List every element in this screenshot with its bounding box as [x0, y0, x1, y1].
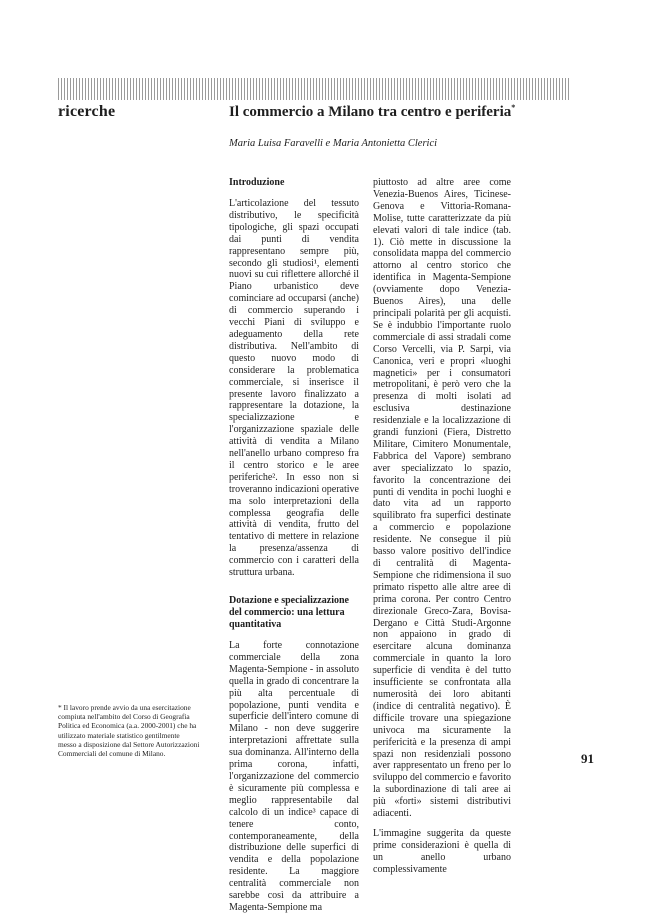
section-label: ricerche — [58, 103, 116, 120]
right-column-paragraph-2: L'immagine suggerita da queste prime considerazioni è quella di un anello urbano complessivamente — [373, 827, 511, 875]
heading-dotazione: Dotazione e specializzazione del commercio: una lettura quantitativa — [229, 595, 349, 630]
text-column-left — [229, 177, 359, 914]
article-authors: Maria Luisa Faravelli e Maria Antonietta Clerici — [229, 138, 438, 149]
right-column-paragraph-1: piuttosto ad altre aree come Venezia-Buenos Aires, Ticinese-Genova e Vittoria-Romana-Molise, tutte caratterizzate da più elevati valori di tale indice (tab. 1). Ciò mette in discussione la consolidata mappa del commercio attorno al centro storico che identifica in Magenta-Sempione (ovviamente dopo Venezia-Buenos Aires), una delle principali polarità per gli acquisti. Se è indubbio l'importante ruolo commerciale di assi stradali come Corso Vercelli, via P. Sarpi, via Canonica, veri e propri «luoghi magnetici» per i consumatori metropolitani, è però vero che la presenza di molti isolati ad esclusiva destinazione residenziale e la localizzazione di grandi funzioni (Fiera, Distretto Militare, Cimitero Monumentale, Fabbrica del Vapore) sembrano aver specializzato lo spazio, favorito la concentrazione dei punti di vendita in pochi luoghi e dato vita ad un rapporto squilibrato fra superfici destinate a commercio e popolazione residente. Ne consegue il più basso valore positivo dell'indice di centralità di Magenta-Sempione che ridimensiona il suo primato rispetto alle altre aree di prima corona. Per contro Centro direzionale Greco-Zara, Bovisa-Dergano e Città Studi-Argonne non appaiono in grado di esercitare alcuna dominanza commerciale in quanto la loro superficie di vendita è del tutto insufficiente se confrontata alla numerosità dei loro abitanti (indice di centralità negativo). È difficile trovare una spiegazione univoca ma sicuramente la perifericità e la presenza di ampi spazi non residenziali possono aver rappresentato un freno per lo sviluppo del commercio e favorito la subordinazione di tali aree ai più «forti» sistemi distributivi adiacenti. — [373, 177, 511, 820]
article-title-text: Il commercio a Milano tra centro e periferia — [229, 104, 512, 120]
intro-paragraph: L'articolazione del tessuto distributivo, le specificità tipologiche, gli spazi occupati dai punti di vendita rappresentano sempre più, secondo gli studiosi¹, elementi nuovi su cui riflettere allorché il Piano urbanistico deve cominciare ad occuparsi (anche) di commercio superando i vecchi Piani di sviluppo e adeguamento della rete distributiva. Nell'ambito di questo nuovo modo di considerare la problematica commerciale, si inserisce il presente lavoro finalizzato a rappresentare la dotazione, la specializzazione e l'organizzazione spaziale delle attività di vendita a Milano nell'anello urbano compreso fra il centro storico e le aree periferiche². In esso non si troveranno indicazioni operative ma solo interpretazioni della complessa geografia delle attività di vendita, frutto del tentativo di mettere in relazione la presenza/assenza di commercio con i caratteri della struttura urbana. — [229, 198, 359, 579]
header-rule-pattern — [58, 78, 570, 100]
article-title — [229, 103, 515, 121]
section2-paragraph: La forte connotazione commerciale della zona Magenta-Sempione - in assoluto quella in grado di concentrare la più alta percentuale di popolazione, punti vendita e superficie dell'intero comune di Milano - non deve suggerire interpretazioni affrettate sulla sua dominanza. All'interno della prima corona, infatti, l'organizzazione del commercio è sicuramente più complessa e meglio rappresentabile dal calcolo di un indice³ capace di tenere conto, contemporaneamente, della distribuzione delle superfici di vendita e della popolazione residente. La maggiore centralità commerciale non sarebbe così da attribuire a Magenta-Sempione ma — [229, 640, 359, 913]
page-number: 91 — [581, 751, 594, 766]
heading-introduzione: Introduzione — [229, 177, 285, 188]
title-footnote-mark: * — [511, 103, 516, 112]
text-column-right — [373, 177, 511, 876]
footnote: * Il lavoro prende avvio da una esercitazione compiuta nell'ambito del Corso di Geografia Politica ed Economica (a.a. 2000-2001) che ha utilizzato materiale statistico gentilmente messo a disposizione dal Settore Autorizzazioni Commerciali del comune di Milano. — [58, 703, 200, 759]
